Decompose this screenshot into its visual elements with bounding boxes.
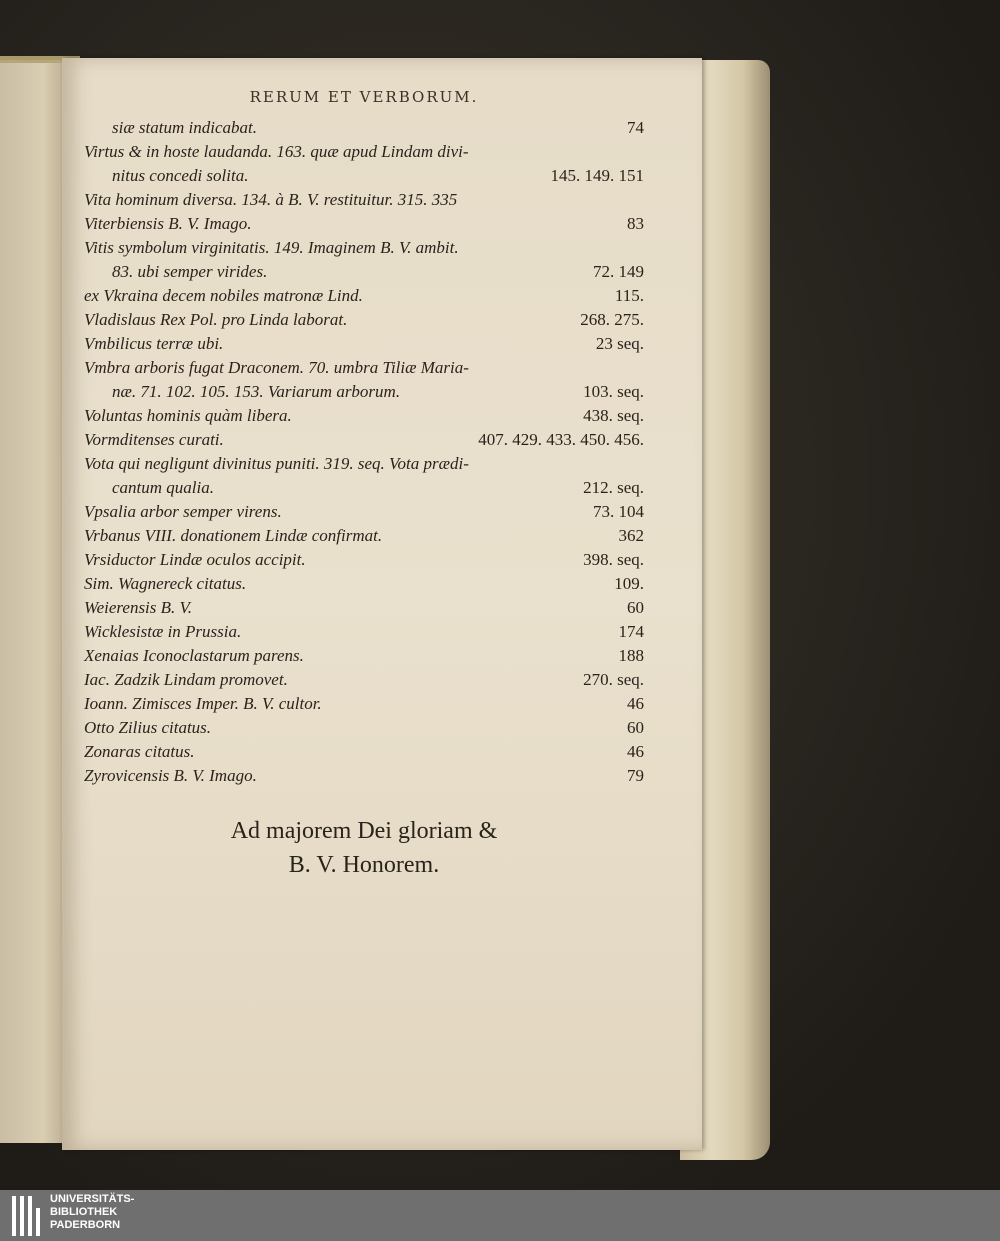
entry-text: Vladislaus Rex Pol. pro Linda laborat. (84, 310, 348, 329)
entry-page-ref: 60 (627, 598, 644, 617)
entry-text: Vmbilicus terræ ubi. (84, 334, 224, 353)
index-entry (84, 332, 644, 356)
entry-text: Ioann. Zimisces Imper. B. V. cultor. (84, 694, 322, 713)
entry-text: Viterbiensis B. V. Imago. (84, 214, 252, 233)
entry-page-ref: 73. 104 (593, 502, 644, 521)
index-list (84, 116, 644, 788)
index-entry (84, 548, 644, 572)
entry-page-ref: 83 (627, 214, 644, 233)
index-entry (84, 476, 644, 500)
entry-page-ref: 23 seq. (595, 334, 644, 353)
library-name: UNIVERSITÄTS- BIBLIOTHEK PADERBORN (50, 1193, 135, 1231)
entry-page-ref: 212. seq. (583, 478, 644, 497)
entry-page-ref: 103. seq. (583, 382, 644, 401)
entry-text: ex Vkraina decem nobiles matronæ Lind. (84, 286, 363, 305)
entry-page-ref: 145. 149. 151 (550, 166, 644, 185)
entry-text: Otto Zilius citatus. (84, 718, 212, 737)
index-entry (84, 380, 644, 404)
index-entry (84, 620, 644, 644)
index-entry (84, 740, 644, 764)
library-logo-icon (12, 1196, 42, 1236)
entry-text: nitus concedi solita. (112, 166, 249, 185)
entry-text: Vmbra arboris fugat Draconem. 70. umbra Tiliæ Maria- (84, 358, 469, 377)
entry-text: Zonaras citatus. (84, 742, 195, 761)
closing-line-2: B. V. Honorem. (288, 852, 440, 878)
entry-page-ref: 268. 275. (580, 310, 644, 329)
book-page (62, 58, 702, 1150)
entry-page-ref: 74 (627, 118, 644, 137)
entry-text: Vota qui negligunt divinitus puniti. 319. seq. Vota prædi- (84, 454, 469, 473)
index-entry (84, 116, 644, 140)
index-entry (84, 164, 644, 188)
index-entry (84, 284, 644, 308)
index-entry (84, 188, 644, 212)
index-entry (84, 692, 644, 716)
entry-text: Xenaias Iconoclastarum parens. (84, 646, 304, 665)
entry-page-ref: 60 (627, 718, 644, 737)
entry-text: Vitis symbolum virginitatis. 149. Imaginem B. V. ambit. (84, 238, 459, 257)
entry-text: Voluntas hominis quàm libera. (84, 406, 292, 425)
index-entry (84, 428, 644, 452)
entry-page-ref: 109. (614, 574, 644, 593)
entry-text: Vita hominum diversa. 134. à B. V. restituitur. 315. 335 (84, 190, 458, 209)
entry-text: 83. ubi semper virides. (112, 262, 268, 281)
closing-formula (84, 814, 644, 882)
index-entry (84, 572, 644, 596)
index-entry (84, 524, 644, 548)
entry-text: cantum qualia. (112, 478, 214, 497)
entry-text: Weierensis B. V. (84, 598, 192, 617)
index-entry (84, 500, 644, 524)
index-entry (84, 596, 644, 620)
index-entry (84, 716, 644, 740)
entry-page-ref: 72. 149 (593, 262, 644, 281)
index-entry (84, 668, 644, 692)
entry-page-ref: 398. seq. (583, 550, 644, 569)
index-entry (84, 236, 644, 260)
entry-page-ref: 115. (614, 286, 644, 305)
index-entry (84, 356, 644, 380)
closing-line-1: Ad majorem Dei gloriam & (230, 818, 498, 844)
entry-text: næ. 71. 102. 105. 153. Variarum arborum. (112, 382, 401, 401)
entry-page-ref: 46 (627, 694, 644, 713)
entry-text: siæ statum indicabat. (112, 118, 257, 137)
index-entry (84, 308, 644, 332)
index-entry (84, 404, 644, 428)
entry-text: Virtus & in hoste laudanda. 163. quæ apud Lindam divi- (84, 142, 469, 161)
entry-page-ref: 79 (627, 766, 644, 785)
entry-text: Vpsalia arbor semper virens. (84, 502, 282, 521)
index-entry (84, 764, 644, 788)
entry-page-ref: 188 (618, 646, 644, 665)
entry-text: Vormditenses curati. (84, 430, 224, 449)
entry-page-ref: 174 (618, 622, 644, 641)
entry-text: Vrbanus VIII. donationem Lindæ confirmat. (84, 526, 383, 545)
index-entry (84, 260, 644, 284)
entry-text: Iac. Zadzik Lindam promovet. (84, 670, 288, 689)
page-content (84, 88, 644, 882)
entry-text: Sim. Wagnereck citatus. (84, 574, 247, 593)
entry-page-ref: 46 (627, 742, 644, 761)
entry-text: Zyrovicensis B. V. Imago. (84, 766, 257, 785)
running-head: RERUM ET VERBORUM. (249, 88, 479, 106)
index-entry (84, 452, 644, 476)
entry-page-ref: 438. seq. (583, 406, 644, 425)
entry-page-ref: 362 (618, 526, 644, 545)
index-entry (84, 212, 644, 236)
entry-text: Vrsiductor Lindæ oculos accipit. (84, 550, 306, 569)
entry-page-ref: 407. 429. 433. 450. 456. (478, 430, 644, 449)
library-footer (0, 1190, 1000, 1241)
index-entry (84, 644, 644, 668)
entry-page-ref: 270. seq. (583, 670, 644, 689)
entry-text: Wicklesistæ in Prussia. (84, 622, 242, 641)
index-entry (84, 140, 644, 164)
